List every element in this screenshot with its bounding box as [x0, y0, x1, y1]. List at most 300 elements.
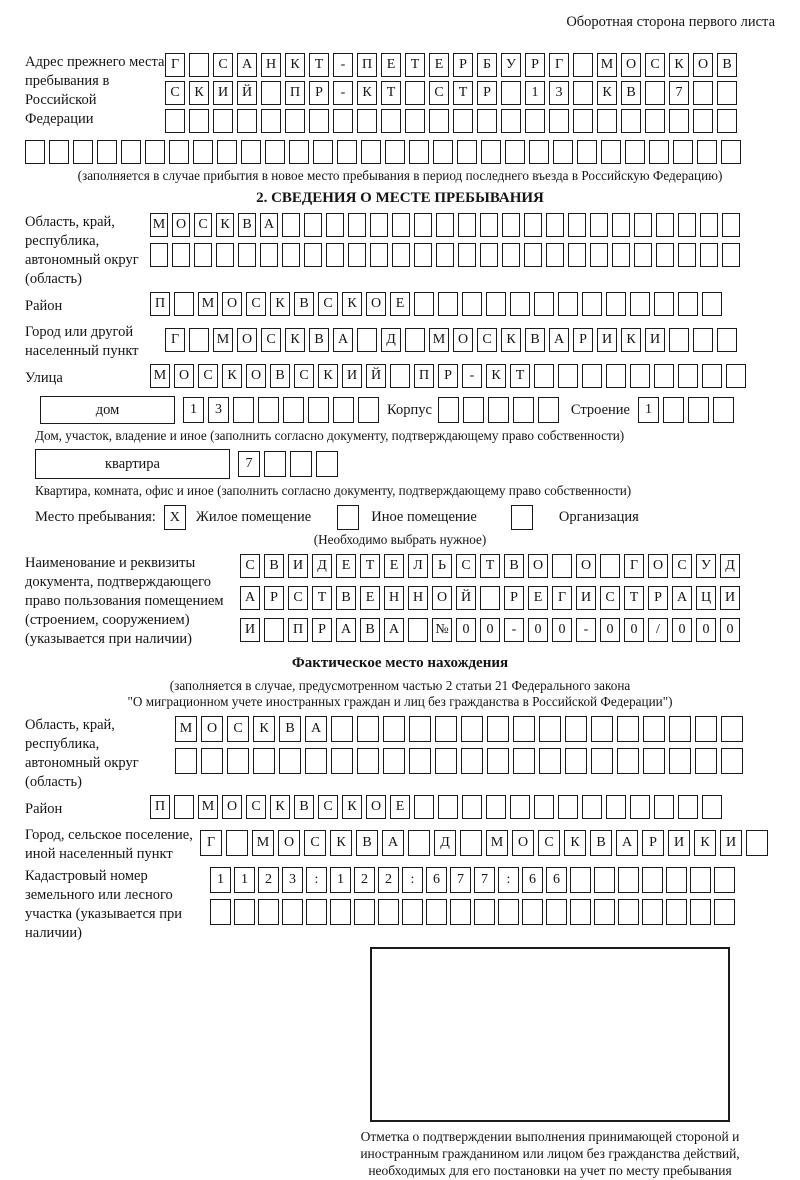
char-cell[interactable]: - [504, 618, 524, 642]
char-cell[interactable] [558, 795, 578, 819]
char-cell[interactable]: И [213, 81, 233, 105]
char-cell[interactable]: Г [200, 830, 222, 856]
char-cell[interactable]: 1 [234, 867, 255, 893]
char-cell[interactable]: 0 [552, 618, 572, 642]
char-cell[interactable] [510, 292, 530, 316]
char-cell[interactable] [678, 292, 698, 316]
char-cell[interactable]: 1 [210, 867, 231, 893]
char-cell[interactable]: С [294, 364, 314, 388]
char-cell[interactable] [558, 364, 578, 388]
char-cell[interactable] [361, 140, 381, 164]
char-cell[interactable]: Р [264, 586, 284, 610]
char-cell[interactable]: 3 [549, 81, 569, 105]
char-cell[interactable]: О [576, 554, 596, 578]
char-cell[interactable] [405, 328, 425, 352]
char-cell[interactable] [697, 140, 717, 164]
char-cell[interactable] [435, 748, 457, 774]
char-cell[interactable]: О [246, 364, 266, 388]
char-cell[interactable] [654, 364, 674, 388]
char-cell[interactable]: Г [549, 53, 569, 77]
char-cell[interactable] [405, 81, 425, 105]
char-cell[interactable] [370, 213, 388, 237]
char-cell[interactable] [565, 716, 587, 742]
char-cell[interactable] [201, 748, 223, 774]
char-cell[interactable]: М [213, 328, 233, 352]
char-cell[interactable] [693, 81, 713, 105]
char-cell[interactable]: С [240, 554, 260, 578]
char-cell[interactable] [463, 397, 484, 423]
char-cell[interactable] [174, 795, 194, 819]
char-cell[interactable]: Т [624, 586, 644, 610]
char-cell[interactable] [721, 716, 743, 742]
char-cell[interactable] [546, 213, 564, 237]
char-cell[interactable]: С [477, 328, 497, 352]
char-cell[interactable]: Е [390, 292, 410, 316]
char-cell[interactable]: О [512, 830, 534, 856]
char-cell[interactable] [486, 292, 506, 316]
char-cell[interactable] [409, 716, 431, 742]
char-cell[interactable]: Р [642, 830, 664, 856]
char-cell[interactable] [480, 586, 500, 610]
char-cell[interactable]: Д [434, 830, 456, 856]
char-cell[interactable] [194, 243, 212, 267]
char-cell[interactable] [462, 795, 482, 819]
char-cell[interactable]: Ц [696, 586, 716, 610]
char-cell[interactable]: И [720, 830, 742, 856]
char-cell[interactable] [234, 899, 255, 925]
char-cell[interactable]: К [270, 795, 290, 819]
char-cell[interactable] [524, 243, 542, 267]
char-cell[interactable]: 1 [183, 397, 204, 423]
char-cell[interactable] [565, 748, 587, 774]
char-cell[interactable] [654, 795, 674, 819]
char-cell[interactable] [265, 140, 285, 164]
char-cell[interactable] [568, 243, 586, 267]
char-cell[interactable]: К [621, 328, 641, 352]
char-cell[interactable]: 0 [672, 618, 692, 642]
char-cell[interactable] [480, 213, 498, 237]
char-cell[interactable] [621, 109, 641, 133]
char-cell[interactable]: - [333, 81, 353, 105]
char-cell[interactable]: Е [528, 586, 548, 610]
char-cell[interactable]: : [498, 867, 519, 893]
char-cell[interactable]: А [240, 586, 260, 610]
char-cell[interactable]: О [366, 795, 386, 819]
char-cell[interactable] [546, 899, 567, 925]
char-cell[interactable]: К [486, 364, 506, 388]
char-cell[interactable]: М [597, 53, 617, 77]
char-cell[interactable] [189, 109, 209, 133]
char-cell[interactable]: 3 [282, 867, 303, 893]
char-cell[interactable]: К [318, 364, 338, 388]
char-cell[interactable] [513, 748, 535, 774]
char-cell[interactable]: С [672, 554, 692, 578]
char-cell[interactable] [726, 364, 746, 388]
char-cell[interactable] [643, 716, 665, 742]
char-cell[interactable]: В [621, 81, 641, 105]
char-cell[interactable]: В [504, 554, 524, 578]
char-cell[interactable] [462, 292, 482, 316]
char-cell[interactable]: В [294, 795, 314, 819]
char-cell[interactable] [590, 243, 608, 267]
char-cell[interactable] [552, 554, 572, 578]
char-cell[interactable] [525, 109, 545, 133]
char-cell[interactable] [625, 140, 645, 164]
char-cell[interactable]: Н [261, 53, 281, 77]
char-cell[interactable] [414, 795, 434, 819]
char-cell[interactable]: 2 [354, 867, 375, 893]
char-cell[interactable]: 0 [528, 618, 548, 642]
char-cell[interactable] [261, 109, 281, 133]
char-cell[interactable]: С [198, 364, 218, 388]
char-cell[interactable] [663, 397, 684, 423]
char-cell[interactable] [330, 899, 351, 925]
char-cell[interactable]: : [306, 867, 327, 893]
char-cell[interactable] [721, 140, 741, 164]
char-cell[interactable] [688, 397, 709, 423]
char-cell[interactable]: В [270, 364, 290, 388]
char-cell[interactable] [601, 140, 621, 164]
char-cell[interactable] [392, 213, 410, 237]
char-cell[interactable] [25, 140, 45, 164]
char-cell[interactable]: К [597, 81, 617, 105]
char-cell[interactable] [618, 899, 639, 925]
char-cell[interactable] [409, 748, 431, 774]
char-cell[interactable]: Д [312, 554, 332, 578]
char-cell[interactable]: М [150, 213, 168, 237]
char-cell[interactable] [669, 328, 689, 352]
char-cell[interactable] [577, 140, 597, 164]
char-cell[interactable] [573, 109, 593, 133]
char-cell[interactable]: Е [381, 53, 401, 77]
char-cell[interactable]: К [222, 364, 242, 388]
char-cell[interactable] [594, 867, 615, 893]
char-cell[interactable]: Р [309, 81, 329, 105]
char-cell[interactable] [649, 140, 669, 164]
char-cell[interactable]: Д [381, 328, 401, 352]
char-cell[interactable] [392, 243, 410, 267]
char-cell[interactable] [713, 397, 734, 423]
char-cell[interactable]: О [222, 292, 242, 316]
char-cell[interactable] [634, 243, 652, 267]
char-cell[interactable] [573, 81, 593, 105]
char-cell[interactable] [285, 109, 305, 133]
char-cell[interactable]: И [597, 328, 617, 352]
char-cell[interactable]: 6 [522, 867, 543, 893]
char-cell[interactable] [487, 748, 509, 774]
char-cell[interactable] [290, 451, 312, 477]
char-cell[interactable]: 7 [450, 867, 471, 893]
char-cell[interactable] [210, 899, 231, 925]
char-cell[interactable] [568, 213, 586, 237]
char-cell[interactable]: А [305, 716, 327, 742]
char-cell[interactable] [573, 53, 593, 77]
char-cell[interactable]: С [318, 795, 338, 819]
char-cell[interactable]: И [645, 328, 665, 352]
char-cell[interactable] [673, 140, 693, 164]
char-cell[interactable] [408, 618, 428, 642]
char-cell[interactable]: Ь [432, 554, 452, 578]
char-cell[interactable] [666, 899, 687, 925]
char-cell[interactable]: Н [384, 586, 404, 610]
char-cell[interactable] [73, 140, 93, 164]
char-cell[interactable]: О [278, 830, 300, 856]
char-cell[interactable] [279, 748, 301, 774]
char-cell[interactable] [669, 109, 689, 133]
char-cell[interactable]: Т [360, 554, 380, 578]
char-cell[interactable] [481, 140, 501, 164]
char-cell[interactable]: 0 [480, 618, 500, 642]
char-cell[interactable] [331, 748, 353, 774]
char-cell[interactable] [282, 213, 300, 237]
char-cell[interactable]: Е [429, 53, 449, 77]
char-cell[interactable]: М [175, 716, 197, 742]
char-cell[interactable] [409, 140, 429, 164]
char-cell[interactable] [217, 140, 237, 164]
char-cell[interactable]: 3 [208, 397, 229, 423]
char-cell[interactable]: Р [504, 586, 524, 610]
char-cell[interactable] [333, 109, 353, 133]
char-cell[interactable] [534, 364, 554, 388]
char-cell[interactable] [690, 867, 711, 893]
char-cell[interactable] [436, 213, 454, 237]
char-cell[interactable] [618, 867, 639, 893]
char-cell[interactable] [501, 109, 521, 133]
char-cell[interactable] [435, 716, 457, 742]
char-cell[interactable]: Й [456, 586, 476, 610]
char-cell[interactable]: И [288, 554, 308, 578]
char-cell[interactable] [378, 899, 399, 925]
char-cell[interactable]: Т [381, 81, 401, 105]
char-cell[interactable] [458, 213, 476, 237]
char-cell[interactable]: К [501, 328, 521, 352]
char-cell[interactable]: С [318, 292, 338, 316]
char-cell[interactable] [348, 243, 366, 267]
char-cell[interactable]: Р [438, 364, 458, 388]
char-cell[interactable] [264, 451, 286, 477]
char-cell[interactable] [357, 748, 379, 774]
char-cell[interactable] [654, 292, 674, 316]
char-cell[interactable]: С [538, 830, 560, 856]
char-cell[interactable] [722, 243, 740, 267]
char-cell[interactable] [458, 243, 476, 267]
char-cell[interactable] [175, 748, 197, 774]
char-cell[interactable] [453, 109, 473, 133]
char-cell[interactable] [642, 899, 663, 925]
char-cell[interactable] [331, 716, 353, 742]
char-cell[interactable] [381, 109, 401, 133]
char-cell[interactable] [695, 716, 717, 742]
char-cell[interactable] [642, 867, 663, 893]
char-cell[interactable]: 0 [696, 618, 716, 642]
char-cell[interactable]: 6 [546, 867, 567, 893]
char-cell[interactable] [282, 243, 300, 267]
char-cell[interactable] [487, 716, 509, 742]
char-cell[interactable] [474, 899, 495, 925]
char-cell[interactable]: 7 [669, 81, 689, 105]
char-cell[interactable] [553, 140, 573, 164]
char-cell[interactable]: С [246, 795, 266, 819]
char-cell[interactable]: В [717, 53, 737, 77]
char-cell[interactable] [429, 109, 449, 133]
char-cell[interactable]: В [590, 830, 612, 856]
char-cell[interactable]: М [486, 830, 508, 856]
char-cell[interactable] [700, 243, 718, 267]
char-cell[interactable] [426, 899, 447, 925]
char-cell[interactable] [693, 109, 713, 133]
char-cell[interactable]: К [285, 53, 305, 77]
char-cell[interactable] [358, 397, 379, 423]
char-cell[interactable]: К [694, 830, 716, 856]
char-cell[interactable]: К [285, 328, 305, 352]
char-cell[interactable] [534, 795, 554, 819]
char-cell[interactable] [436, 243, 454, 267]
char-cell[interactable]: А [616, 830, 638, 856]
char-cell[interactable] [121, 140, 141, 164]
char-cell[interactable] [383, 748, 405, 774]
char-cell[interactable]: 1 [330, 867, 351, 893]
char-cell[interactable] [617, 748, 639, 774]
char-cell[interactable]: У [696, 554, 716, 578]
char-cell[interactable] [510, 795, 530, 819]
char-cell[interactable] [643, 748, 665, 774]
char-cell[interactable] [591, 748, 613, 774]
char-cell[interactable]: Т [480, 554, 500, 578]
char-cell[interactable] [702, 364, 722, 388]
char-cell[interactable] [717, 81, 737, 105]
char-cell[interactable]: Р [573, 328, 593, 352]
char-cell[interactable] [558, 292, 578, 316]
char-cell[interactable] [591, 716, 613, 742]
char-cell[interactable] [612, 213, 630, 237]
char-cell[interactable]: С [246, 292, 266, 316]
char-cell[interactable]: И [342, 364, 362, 388]
char-cell[interactable] [461, 716, 483, 742]
char-cell[interactable] [645, 109, 665, 133]
char-cell[interactable]: Г [624, 554, 644, 578]
char-cell[interactable] [326, 213, 344, 237]
char-cell[interactable] [333, 397, 354, 423]
char-cell[interactable]: О [621, 53, 641, 77]
char-cell[interactable] [612, 243, 630, 267]
char-cell[interactable]: А [260, 213, 278, 237]
char-cell[interactable] [714, 899, 735, 925]
char-cell[interactable] [690, 899, 711, 925]
char-cell[interactable]: / [648, 618, 668, 642]
char-cell[interactable] [722, 213, 740, 237]
char-cell[interactable]: 1 [638, 397, 659, 423]
char-cell[interactable]: К [342, 292, 362, 316]
char-cell[interactable]: № [432, 618, 452, 642]
char-cell[interactable]: - [462, 364, 482, 388]
char-cell[interactable] [501, 81, 521, 105]
char-cell[interactable]: Р [525, 53, 545, 77]
char-cell[interactable]: К [189, 81, 209, 105]
char-cell[interactable] [702, 292, 722, 316]
char-cell[interactable] [522, 899, 543, 925]
char-cell[interactable]: М [198, 292, 218, 316]
char-cell[interactable] [337, 140, 357, 164]
char-cell[interactable]: С [600, 586, 620, 610]
char-cell[interactable] [582, 292, 602, 316]
char-cell[interactable] [488, 397, 509, 423]
char-cell[interactable]: П [357, 53, 377, 77]
char-cell[interactable]: М [429, 328, 449, 352]
char-cell[interactable]: Т [510, 364, 530, 388]
char-cell[interactable] [669, 748, 691, 774]
char-cell[interactable] [357, 716, 379, 742]
char-cell[interactable]: М [198, 795, 218, 819]
char-cell[interactable] [97, 140, 117, 164]
char-cell[interactable] [402, 899, 423, 925]
char-cell[interactable] [606, 795, 626, 819]
char-cell[interactable]: И [668, 830, 690, 856]
char-cell[interactable]: - [333, 53, 353, 77]
char-cell[interactable] [630, 292, 650, 316]
char-cell[interactable] [460, 830, 482, 856]
char-cell[interactable]: А [237, 53, 257, 77]
char-cell[interactable] [700, 213, 718, 237]
char-cell[interactable]: Т [312, 586, 332, 610]
char-cell[interactable]: К [342, 795, 362, 819]
char-cell[interactable] [502, 213, 520, 237]
char-cell[interactable] [261, 81, 281, 105]
char-cell[interactable] [594, 899, 615, 925]
char-cell[interactable] [600, 554, 620, 578]
char-cell[interactable]: А [382, 830, 404, 856]
char-cell[interactable]: - [576, 618, 596, 642]
char-cell[interactable]: 0 [600, 618, 620, 642]
char-cell[interactable] [253, 748, 275, 774]
char-cell[interactable] [570, 867, 591, 893]
char-cell[interactable]: И [240, 618, 260, 642]
char-cell[interactable]: Е [360, 586, 380, 610]
char-cell[interactable]: 2 [258, 867, 279, 893]
char-cell[interactable] [630, 795, 650, 819]
char-cell[interactable] [433, 140, 453, 164]
char-cell[interactable]: 0 [624, 618, 644, 642]
char-cell[interactable] [524, 213, 542, 237]
char-cell[interactable] [258, 899, 279, 925]
char-cell[interactable] [480, 243, 498, 267]
char-cell[interactable]: Е [384, 554, 404, 578]
char-cell[interactable] [678, 243, 696, 267]
char-cell[interactable]: М [150, 364, 170, 388]
char-cell[interactable]: 7 [474, 867, 495, 893]
char-cell[interactable]: Р [312, 618, 332, 642]
char-cell[interactable] [213, 109, 233, 133]
char-cell[interactable] [189, 53, 209, 77]
char-cell[interactable] [461, 748, 483, 774]
char-cell[interactable] [669, 716, 691, 742]
char-cell[interactable]: Р [477, 81, 497, 105]
char-cell[interactable]: 0 [720, 618, 740, 642]
char-cell[interactable] [348, 213, 366, 237]
char-cell[interactable]: К [216, 213, 234, 237]
checkbox-inoe[interactable] [337, 505, 359, 530]
char-cell[interactable] [227, 748, 249, 774]
char-cell[interactable] [486, 795, 506, 819]
char-cell[interactable]: Т [453, 81, 473, 105]
char-cell[interactable]: О [693, 53, 713, 77]
char-cell[interactable] [304, 243, 322, 267]
char-cell[interactable] [385, 140, 405, 164]
char-cell[interactable] [370, 243, 388, 267]
char-cell[interactable] [582, 795, 602, 819]
char-cell[interactable] [289, 140, 309, 164]
char-cell[interactable]: С [288, 586, 308, 610]
char-cell[interactable]: Л [408, 554, 428, 578]
